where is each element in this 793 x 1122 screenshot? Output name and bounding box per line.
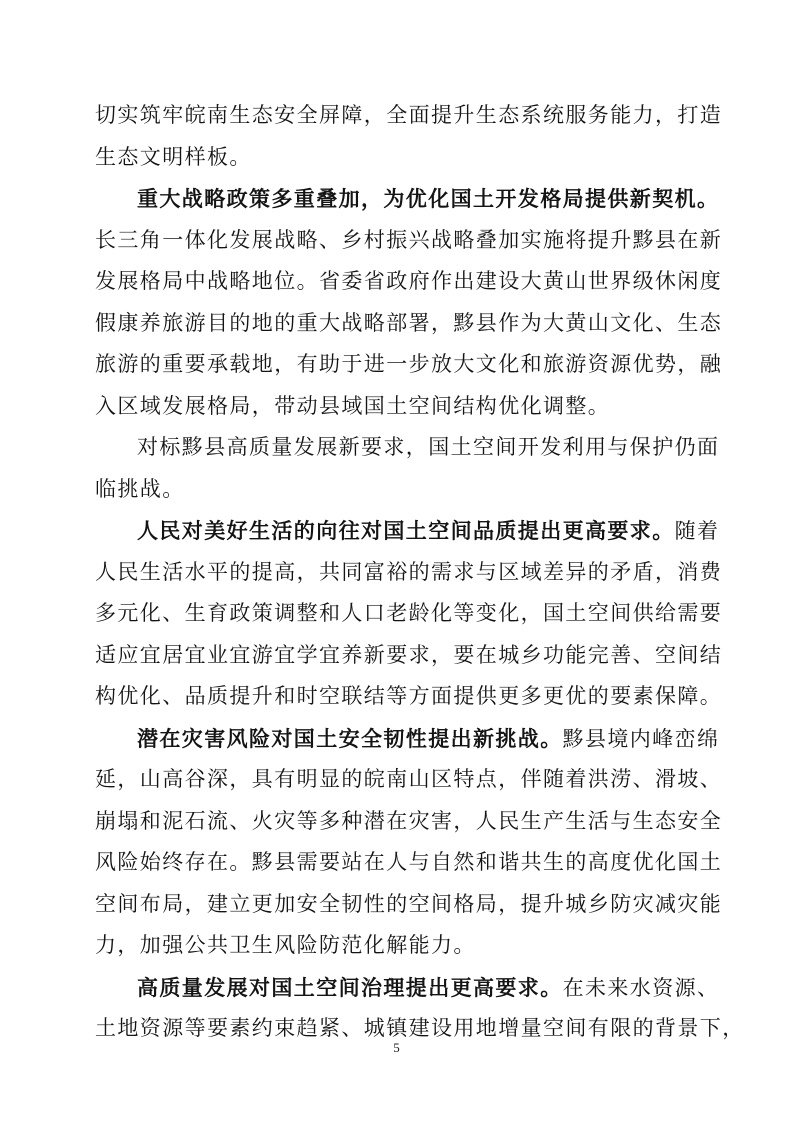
text-fragment: 黟县境内峰峦绵 [562,726,720,751]
text-line: 生态文明样板。 [95,144,252,169]
text-line: 切实筑牢皖南生态安全屏障，全面提升生态系统服务能力，打造 [95,103,723,127]
text-line: 旅游的重要承载地，有助于进一步放大文化和旅游资源优势，融 [95,352,723,376]
text-line: 适应宜居宜业宜游宜学宜养新要求，要在城乡功能完善、空间结 [95,642,723,667]
text-fragment: 在未来水资源、 [562,975,720,1000]
text-line: 对标黟县高质量发展新要求，国土空间开发利用与保护仍面 [137,435,720,459]
text-line: 构优化、品质提升和时空联结等方面提供更多更优的要素保障。 [95,684,723,708]
text-line: 延，山高谷深，具有明显的皖南山区特点，伴随着洪涝、滑坡、 [95,767,723,791]
text-line: 长三角一体化发展战略、乡村振兴战略叠加实施将提升黟县在新 [95,227,723,252]
paragraph-heading: 人民对美好生活的向往对国土空间品质提出更高要求。 [137,518,675,543]
paragraph-heading: 潜在灾害风险对国土安全韧性提出新挑战。 [137,725,563,751]
text-line: 多元化、生育政策调整和人口老龄化等变化，国土空间供给需要 [95,601,723,625]
paragraph-lead-line [95,510,720,552]
text-line: 力，加强公共卫生风险防范化解能力。 [95,933,476,957]
paragraph-lead-line [95,178,720,220]
text-line: 临挑战。 [95,476,185,501]
page-number: 5 [393,1040,400,1055]
paragraph-lead-line [95,718,720,760]
paragraph-lead-line [95,967,720,1009]
text-line: 入区域发展格局，带动县域国土空间结构优化调整。 [95,393,611,418]
text-fragment: 随着 [674,519,720,543]
body-text [95,95,745,1050]
text-line: 风险始终存在。黟县需要站在人与自然和谐共生的高度优化国土 [95,850,723,874]
text-line: 土地资源等要素约束趋紧、城镇建设用地增量空间有限的背景下， [95,1016,745,1040]
paragraph-heading: 高质量发展对国土空间治理提出更高要求。 [137,974,563,1000]
text-line: 假康养旅游目的地的重大战略部署，黟县作为大黄山文化、生态 [95,310,723,335]
text-line: 崩塌和泥石流、火灾等多种潜在灾害，人民生产生活与生态安全 [95,808,723,833]
text-line: 发展格局中战略地位。省委省政府作出建设大黄山世界级休闲度 [95,269,723,293]
paragraph-heading: 重大战略政策多重叠加，为优化国土开发格局提供新契机。 [137,186,720,211]
text-line: 人民生活水平的提高，共同富裕的需求与区域差异的矛盾，消费 [95,559,723,584]
text-line: 空间布局，建立更加安全韧性的空间格局，提升城乡防灾减灾能 [95,891,723,916]
